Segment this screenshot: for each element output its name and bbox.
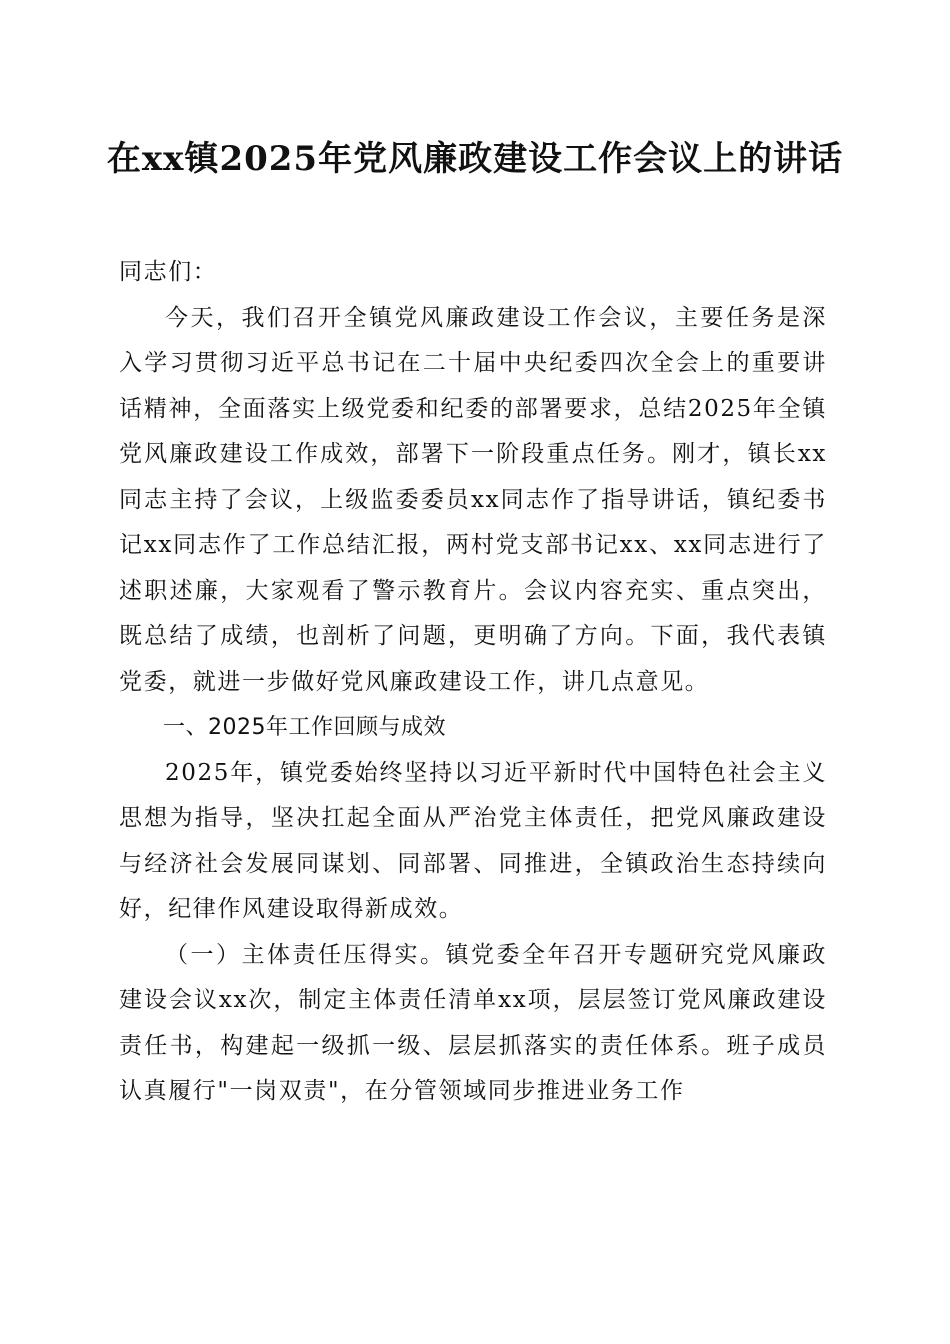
subsection-1-body: 镇党委全年召开专题研究党风廉政建设会议xx次，制定主体责任清单xx项，层层签订党风廉政建设责任书，构建起一级抓一级、层层抓落实的责任体系。班子成员认真履行"一岗双责"，在分管领域同步推进业务工作 xyxy=(119,941,827,1104)
subsection-1-paragraph xyxy=(119,933,827,1115)
section-1-paragraph: 2025年，镇党委始终坚持以习近平新时代中国特色社会主义思想为指导，坚决扛起全面从严治党主体责任，把党风廉政建设与经济社会发展同谋划、同部署、同推进，全镇政治生态持续向好，纪律作风建设取得新成效。 xyxy=(119,759,827,922)
section-heading-1: 一、2025年工作回顾与成效 xyxy=(163,715,446,740)
subsection-heading-1: （一）主体责任压得实。 xyxy=(165,941,446,968)
document-body xyxy=(119,250,827,1115)
salutation: 同志们： xyxy=(119,259,218,285)
intro-paragraph: 今天，我们召开全镇党风廉政建设工作会议，主要任务是深入学习贯彻习近平总书记在二十届中央纪委四次全会上的重要讲话精神，全面落实上级党委和纪委的部署要求，总结2025年全镇党风廉政建设工作成效，部署下一阶段重点任务。刚才，镇长xx同志主持了会议，上级监委委员xx同志作了指导讲话，镇纪委书记xx同志作了工作总结汇报，两村党支部书记xx、xx同志进行了述职述廉，大家观看了警示教育片。会议内容充实、重点突出，既总结了成绩，也剖析了问题，更明确了方向。下面，我代表镇党委，就进一步做好党风廉政建设工作，讲几点意见。 xyxy=(119,304,827,695)
document-title: 在xx镇2025年党风廉政建设工作会议上的讲话 xyxy=(106,139,844,179)
